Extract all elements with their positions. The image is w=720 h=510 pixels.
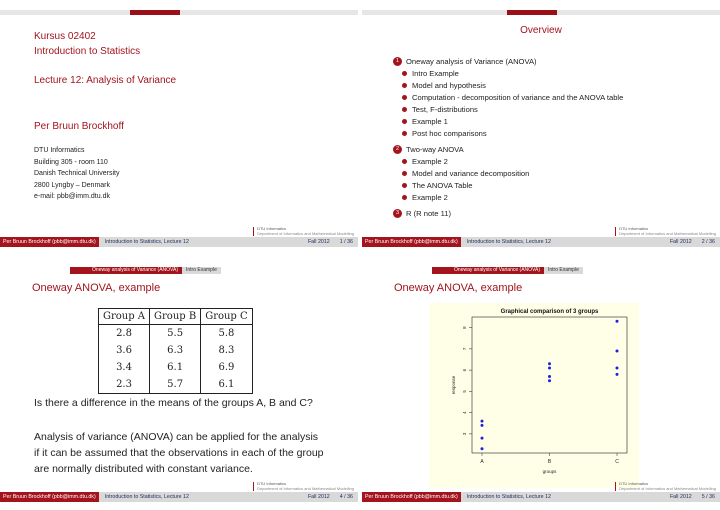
- data-point: [481, 420, 484, 423]
- author-address: [34, 145, 119, 203]
- table-row: [99, 342, 253, 359]
- data-point: [481, 437, 484, 440]
- chart-title: Graphical comparison of 3 groups: [500, 309, 599, 315]
- table-cell: 6.1: [201, 376, 252, 394]
- data-point: [616, 320, 619, 323]
- address-line: 2800 Lyngby – Denmark: [34, 181, 111, 189]
- breadcrumb: [362, 267, 720, 274]
- table-row: [99, 325, 253, 343]
- address-line: Building 305 - room 110: [34, 158, 108, 166]
- y-axis-label: response: [451, 375, 456, 395]
- slide-title: Oneway ANOVA, example: [394, 282, 523, 294]
- data-point: [548, 379, 551, 382]
- x-axis-label: groups: [542, 469, 557, 474]
- data-point: [616, 350, 619, 353]
- overview-subitem[interactable]: [402, 81, 486, 90]
- data-point: [548, 375, 551, 378]
- slide-overview: [362, 0, 720, 255]
- table-cell: 6.1: [150, 359, 201, 376]
- overview-subitem[interactable]: [402, 69, 459, 78]
- question-text: Is there a difference in the means of the groups A, B and C?: [34, 397, 313, 409]
- subitem-label: The ANOVA Table: [412, 181, 473, 190]
- overview-subitem[interactable]: [402, 193, 448, 202]
- slide-footer: [0, 492, 358, 502]
- subitem-label: Model and variance decomposition: [412, 169, 530, 178]
- table-cell: 8.3: [201, 342, 252, 359]
- x-tick-label: C: [615, 459, 619, 465]
- author-name: Per Bruun Brockhoff: [34, 121, 124, 132]
- subitem-label: Example 2: [412, 193, 448, 202]
- table-cell: 2.3: [99, 376, 150, 394]
- footer-term: Fall 2012: [665, 492, 697, 502]
- bullet-icon: [402, 119, 407, 124]
- course-code: Kursus 02402: [34, 31, 96, 42]
- data-table: [98, 308, 253, 394]
- section-number-badge: 3: [393, 209, 402, 218]
- footer-course: Introduction to Statistics, Lecture 12: [461, 492, 665, 502]
- y-tick-label: 3: [462, 432, 467, 436]
- subitem-label: Post hoc comparisons: [412, 129, 487, 138]
- y-tick-label: 6: [462, 368, 467, 372]
- bullet-icon: [402, 171, 407, 176]
- subitem-label: Example 2: [412, 157, 448, 166]
- breadcrumb-subsection: Intro Example: [182, 267, 221, 274]
- slide-example-plot: [362, 255, 720, 510]
- subitem-label: Example 1: [412, 117, 448, 126]
- overview-subitem[interactable]: [402, 129, 487, 138]
- overview-section[interactable]: [393, 209, 451, 218]
- overview-subitem[interactable]: [402, 169, 529, 178]
- breadcrumb-section: Oneway analysis of Variance (ANOVA): [70, 267, 182, 274]
- data-point: [548, 367, 551, 370]
- table-row: [99, 359, 253, 376]
- slide-top-bar: [0, 10, 358, 15]
- bullet-icon: [402, 183, 407, 188]
- address-line: e-mail: pbb@imm.dtu.dk: [34, 193, 110, 200]
- breadcrumb-subsection: Intro Example: [544, 267, 583, 274]
- anova-explanation: Analysis of variance (ANOVA) can be applied for the analysis if it can be assumed that the observations in each of the group are normally distributed with constant variance.: [34, 431, 324, 475]
- footer-author: Per Bruun Brockhoff (pbb@imm.dtu.dk): [0, 237, 99, 247]
- footer-term: Fall 2012: [665, 237, 697, 247]
- overview-title: Overview: [520, 25, 562, 36]
- data-point: [548, 362, 551, 365]
- x-tick-label: A: [480, 459, 484, 465]
- overview-section[interactable]: [393, 57, 537, 66]
- bullet-icon: [402, 131, 407, 136]
- slide-footer: [362, 237, 720, 247]
- footer-term: Fall 2012: [303, 237, 335, 247]
- footer-course: Introduction to Statistics, Lecture 12: [99, 237, 303, 247]
- y-tick-label: 5: [462, 390, 467, 393]
- course-name: Introduction to Statistics: [34, 46, 141, 57]
- data-point: [481, 424, 484, 427]
- bullet-icon: [402, 71, 407, 76]
- chart-panel: [429, 303, 639, 488]
- data-point: [616, 367, 619, 370]
- breadcrumb: [0, 267, 358, 274]
- table-header-row: [99, 309, 253, 325]
- footer-author: Per Bruun Brockhoff (pbb@imm.dtu.dk): [0, 492, 99, 502]
- dtu-logo: DTU Informatics Department of Informatics and Mathematical Modelling: [615, 227, 716, 236]
- section-number-badge: 2: [393, 145, 402, 154]
- slide-example-table: [0, 255, 358, 510]
- slide-footer: [362, 492, 720, 502]
- footer-author: Per Bruun Brockhoff (pbb@imm.dtu.dk): [362, 492, 461, 502]
- bullet-icon: [402, 107, 407, 112]
- slide-footer: [0, 237, 358, 247]
- footer-term: Fall 2012: [303, 492, 335, 502]
- column-header: Group C: [201, 309, 252, 325]
- bullet-icon: [402, 95, 407, 100]
- table-row: [99, 376, 253, 394]
- overview-subitem[interactable]: [402, 157, 448, 166]
- footer-author: Per Bruun Brockhoff (pbb@imm.dtu.dk): [362, 237, 461, 247]
- footer-page: 1 / 36: [335, 237, 358, 247]
- dtu-logo: DTU Informatics Department of Informatics and Mathematical Modelling: [253, 227, 354, 236]
- slide-top-bar: [362, 10, 720, 15]
- scatter-chart: [429, 303, 639, 488]
- section-label: Two-way ANOVA: [406, 145, 464, 154]
- table-cell: 3.6: [99, 342, 150, 359]
- column-header: Group B: [150, 309, 201, 325]
- section-number-badge: 1: [393, 57, 402, 66]
- table-cell: 6.3: [150, 342, 201, 359]
- slide-title: [0, 0, 358, 255]
- dtu-logo: DTU Informatics Department of Informatics and Mathematical Modelling: [615, 482, 716, 491]
- table-cell: 5.8: [201, 325, 252, 343]
- footer-course: Introduction to Statistics, Lecture 12: [461, 237, 665, 247]
- slide-title: Oneway ANOVA, example: [32, 282, 161, 294]
- table-cell: 5.5: [150, 325, 201, 343]
- x-tick-label: B: [547, 459, 552, 465]
- dtu-logo: DTU Informatics Department of Informatics and Mathematical Modelling: [253, 482, 354, 491]
- plot-frame: [472, 317, 627, 453]
- overview-subitem[interactable]: [402, 117, 448, 126]
- lecture-title: Lecture 12: Analysis of Variance: [34, 75, 177, 86]
- address-line: Danish Technical University: [34, 170, 120, 177]
- bullet-icon: [402, 195, 407, 200]
- footer-page: 4 / 36: [335, 492, 358, 502]
- data-point: [616, 373, 619, 376]
- subitem-label: Model and hypothesis: [412, 81, 486, 90]
- overview-subitem[interactable]: [402, 181, 473, 190]
- table-cell: 5.7: [150, 376, 201, 394]
- section-label: R (R note 11): [406, 209, 452, 218]
- table-cell: 3.4: [99, 359, 150, 376]
- address-line: DTU Informatics: [34, 147, 85, 154]
- subitem-label: Test, F-distributions: [412, 105, 478, 114]
- breadcrumb-section: Oneway analysis of Variance (ANOVA): [432, 267, 544, 274]
- bullet-icon: [402, 83, 407, 88]
- footer-course: Introduction to Statistics, Lecture 12: [99, 492, 303, 502]
- y-tick-label: 7: [462, 347, 467, 351]
- overview-subitem[interactable]: [402, 105, 478, 114]
- overview-subitem[interactable]: [402, 93, 623, 102]
- footer-page: 5 / 36: [697, 492, 720, 502]
- data-point: [481, 447, 484, 450]
- footer-page: 2 / 36: [697, 237, 720, 247]
- bullet-icon: [402, 159, 407, 164]
- table-cell: 2.8: [99, 325, 150, 343]
- column-header: Group A: [99, 309, 150, 325]
- section-label: Oneway analysis of Variance (ANOVA): [406, 57, 537, 66]
- subitem-label: Intro Example: [412, 69, 459, 78]
- overview-section[interactable]: [393, 145, 464, 154]
- y-tick-label: 4: [462, 411, 467, 414]
- table-cell: 6.9: [201, 359, 252, 376]
- y-tick-label: 8: [462, 326, 467, 329]
- subitem-label: Computation - decomposition of variance and the ANOVA table: [412, 93, 624, 102]
